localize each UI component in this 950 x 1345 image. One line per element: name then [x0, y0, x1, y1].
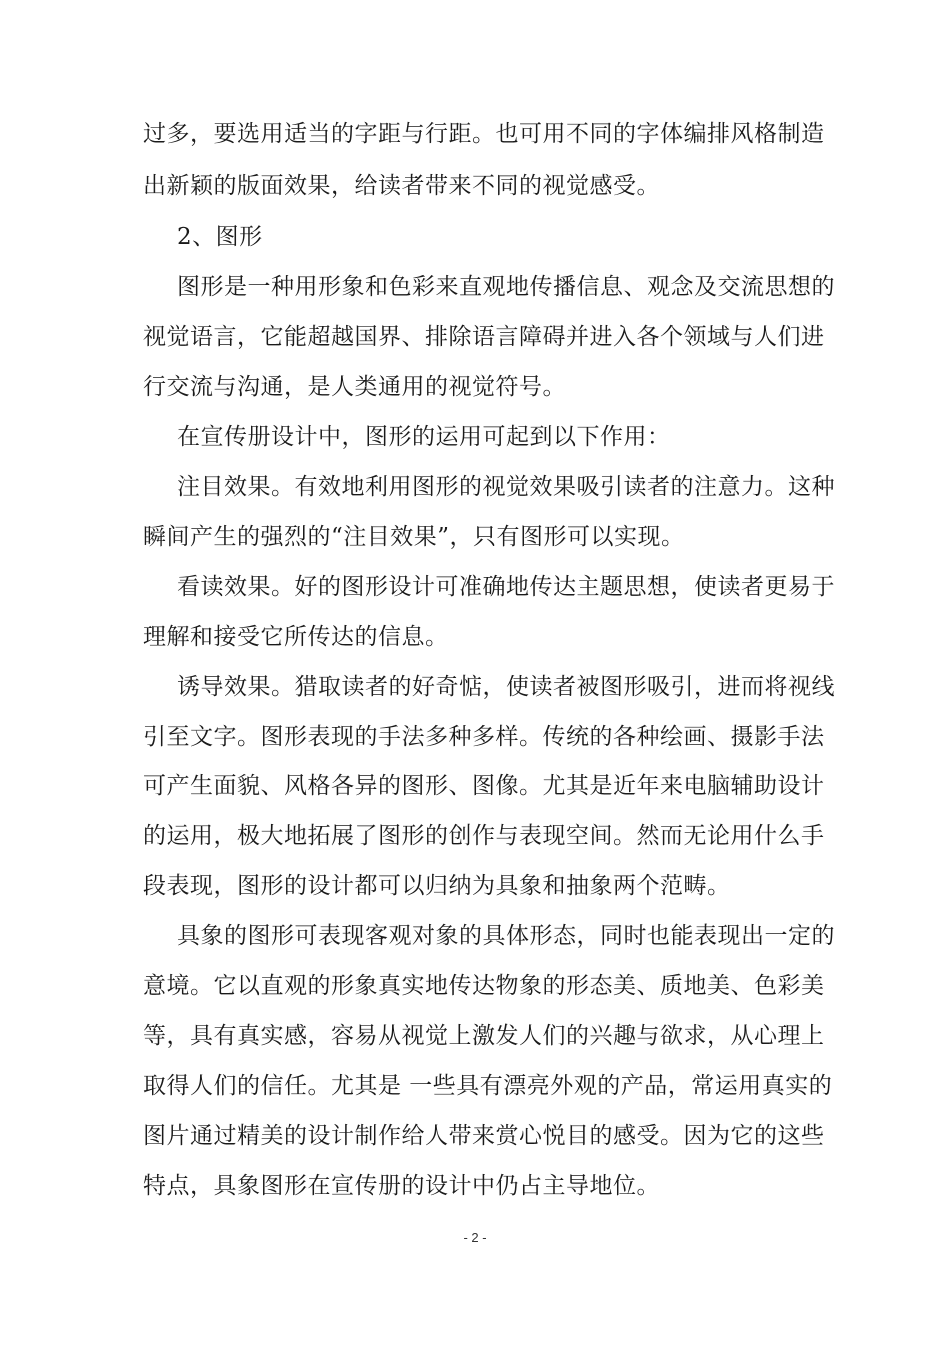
page-number: - 2 - [463, 1230, 487, 1245]
body-text-line: 瞬间产生的强烈的“注目效果”，只有图形可以实现。 [143, 524, 685, 550]
body-text-line: 特点，具象图形在宣传册的设计中仍占主导地位。 [143, 1173, 660, 1199]
body-text-line: 出新颖的版面效果，给读者带来不同的视觉感受。 [143, 173, 660, 199]
body-text-line: 意境。它以直观的形象真实地传达物象的形态美、质地美、色彩美 [143, 973, 825, 999]
body-text-line: 取得人们的信任。尤其是 一些具有漂亮外观的产品，常运用真实的 [143, 1073, 833, 1099]
body-text-line: 过多，要选用适当的字距与行距。也可用不同的字体编排风格制造 [143, 121, 825, 147]
body-text-line: 图形是一种用形象和色彩来直观地传播信息、观念及交流思想的 [177, 274, 835, 300]
body-text-line: 视觉语言，它能超越国界、排除语言障碍并进入各个领域与人们进 [143, 324, 825, 350]
body-text-line: 在宣传册设计中，图形的运用可起到以下作用： [177, 424, 671, 450]
body-text-line: 的运用，极大地拓展了图形的创作与表现空间。然而无论用什么手 [143, 823, 825, 849]
body-text-line: 等，具有真实感，容易从视觉上激发人们的兴趣与欲求，从心理上 [143, 1023, 825, 1049]
body-text-line: 具象的图形可表现客观对象的具体形态，同时也能表现出一定的 [177, 923, 835, 949]
body-text-line: 看读效果。好的图形设计可准确地传达主题思想，使读者更易于 [177, 574, 835, 600]
body-text-line: 诱导效果。猎取读者的好奇惦，使读者被图形吸引，进而将视线 [177, 674, 835, 700]
body-text-line: 行交流与沟通，是人类通用的视觉符号。 [143, 374, 566, 400]
body-text-line: 注目效果。有效地利用图形的视觉效果吸引读者的注意力。这种 [177, 474, 835, 500]
body-text-line: 可产生面貌、风格各异的图形、图像。尤其是近年来电脑辅助设计 [143, 773, 825, 799]
body-text-line: 段表现，图形的设计都可以归纳为具象和抽象两个范畴。 [143, 873, 731, 899]
body-text-line: 理解和接受它所传达的信息。 [143, 624, 449, 650]
section-heading: 2、图形 [177, 224, 263, 250]
body-text-line: 图片通过精美的设计制作给人带来赏心悦目的感受。因为它的这些 [143, 1123, 825, 1149]
body-text-line: 引至文字。图形表现的手法多种多样。传统的各种绘画、摄影手法 [143, 724, 825, 750]
